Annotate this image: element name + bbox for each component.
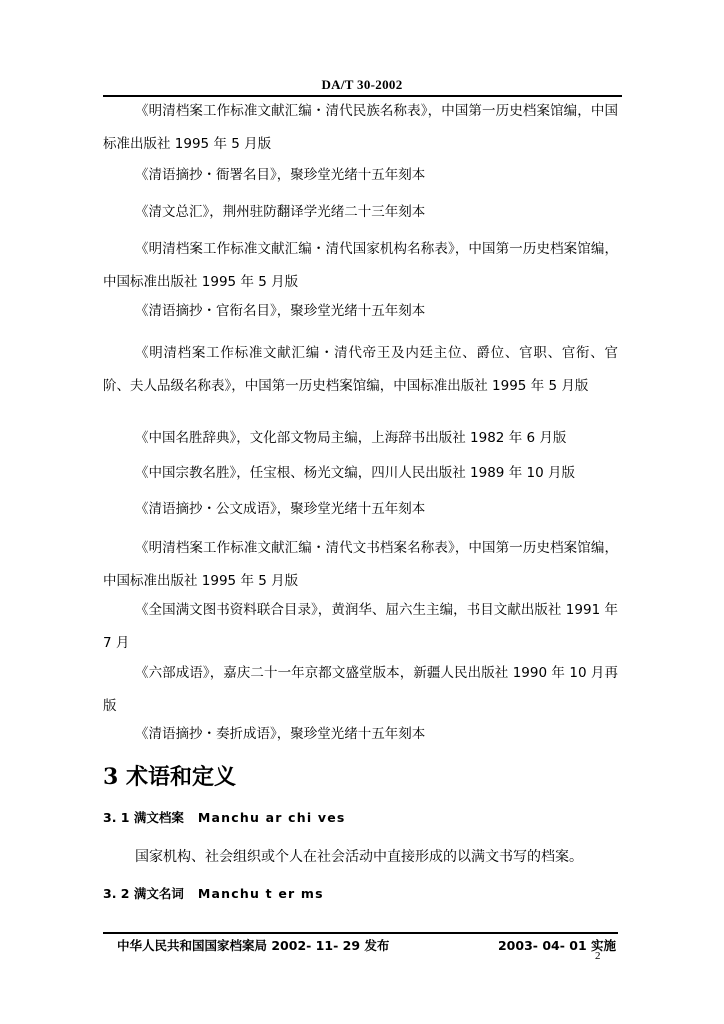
reference-item: 《清语摘抄・衙署名目》，聚珍堂光绪十五年刻本 [135, 167, 426, 183]
standard-code: DA/T 30-2002 [321, 77, 403, 92]
term-heading-3-2 [103, 884, 324, 902]
reference-item: 《中国名胜辞典》，文化部文物局主编，上海辞书出版社 1982 年 6 月版 [135, 430, 567, 446]
issue-info: 中华人民共和国国家档案局 2002- 11- 29 发布 [117, 938, 390, 953]
reference-item: 《全国满文图书资料联合目录》，黄润华、屈六生主编，书目文献出版社 1991 年 7 月 [103, 602, 618, 651]
reference-item: 《清语摘抄・官衔名目》，聚珍堂光绪十五年刻本 [135, 303, 426, 319]
reference-item: 《清语摘抄・公文成语》，聚珍堂光绪十五年刻本 [135, 501, 426, 517]
reference-item: 《明清档案工作标准文献汇编・清代文书档案名称表》，中国第一历史档案馆编，中国标准出版社 1995 年 5 月版 [103, 540, 618, 589]
reference-item: 《明清档案工作标准文献汇编・清代帝王及内廷主位、爵位、官职、官衔、官阶、夫人品级名称表》，中国第一历史档案馆编，中国标准出版社 1995 年 5 月版 [103, 345, 618, 394]
term-heading-3-1 [103, 808, 346, 826]
term-number-title: 3. 1 满文档案 [103, 810, 184, 825]
reference-item: 《六部成语》，嘉庆二十一年京都文盛堂版本，新疆人民出版社 1990 年 10 月再版 [103, 665, 618, 714]
effective-date: 2003- 04- 01 实施 [497, 938, 616, 953]
term-english: Manchu ar chi ves [197, 810, 346, 825]
reference-item: 《明清档案工作标准文献汇编・清代民族名称表》，中国第一历史档案馆编，中国标准出版社 1995 年 5 月版 [103, 103, 618, 152]
page-number: 2 [595, 950, 601, 962]
term-english: Manchu t er ms [197, 886, 324, 901]
term-number-title: 3. 2 满文名词 [103, 886, 184, 901]
term-definition: 国家机构、社会组织或个人在社会活动中直接形成的以满文书写的档案。 [135, 849, 583, 865]
reference-item: 《清文总汇》，荆州驻防翻译学光绪二十三年刻本 [135, 204, 426, 220]
reference-item: 《清语摘抄・奏折成语》，聚珍堂光绪十五年刻本 [135, 726, 426, 742]
reference-item: 《中国宗教名胜》，任宝根、杨光文编，四川人民出版社 1989 年 10 月版 [135, 465, 575, 481]
footer-rule [103, 932, 618, 934]
section-heading: 3 术语和定义 [103, 764, 236, 790]
reference-item: 《明清档案工作标准文献汇编・清代国家机构名称表》，中国第一历史档案馆编，中国标准出版社 1995 年 5 月版 [103, 241, 618, 290]
